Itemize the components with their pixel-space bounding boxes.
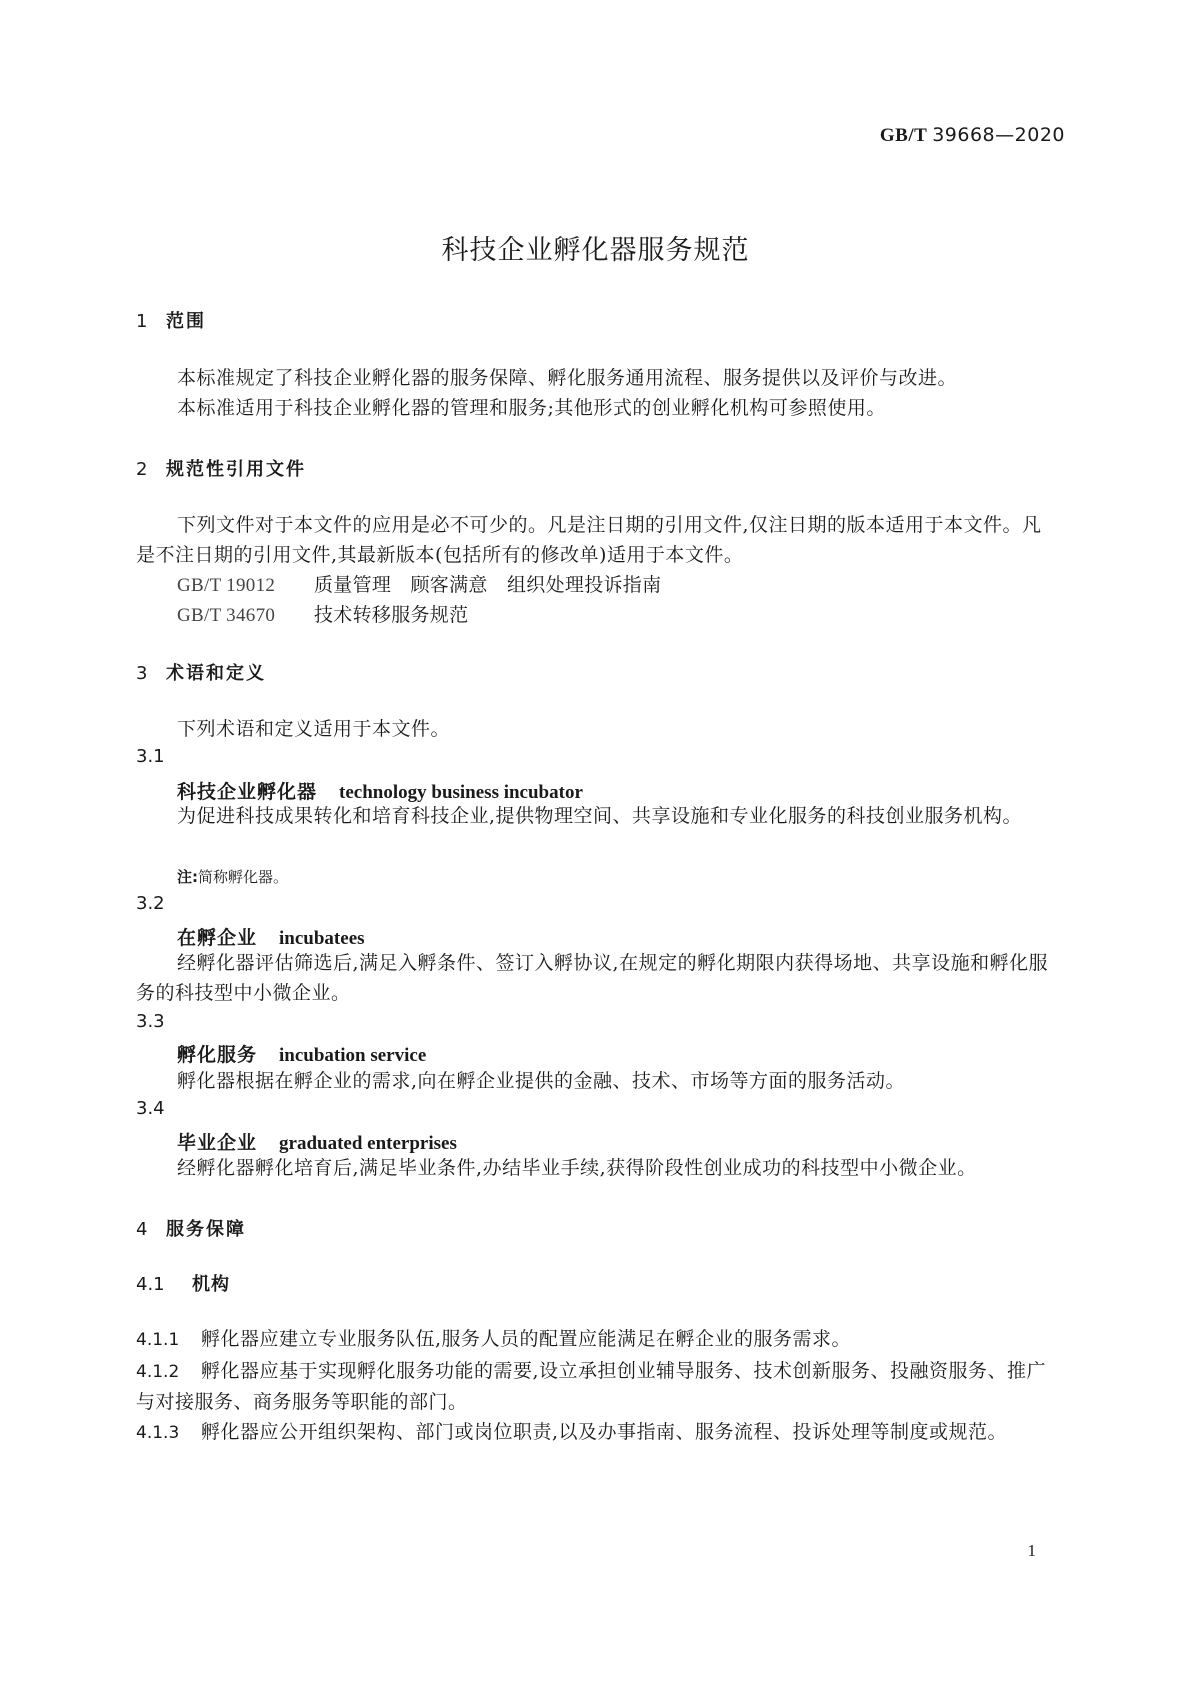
- term-definition: 孵化器根据在孵企业的需求,向在孵企业提供的金融、技术、市场等方面的服务活动。: [177, 1070, 906, 1092]
- clause-number: 3.3: [136, 1011, 165, 1032]
- term-entry: [177, 923, 365, 950]
- item-number: 4.1.2: [136, 1362, 180, 1382]
- term-definition: 为促进科技成果转化和培育科技企业,提供物理空间、共享设施和专业化服务的科技创业服务机构。: [177, 805, 1023, 827]
- section-title: 范围: [166, 311, 206, 332]
- term-english: graduated enterprises: [279, 1133, 457, 1154]
- standard-code: 39668—2020: [932, 124, 1065, 146]
- section-number: 2: [136, 459, 148, 480]
- term-english: technology business incubator: [339, 782, 583, 803]
- term-definition: 经孵化器评估筛选后,满足入孵条件、签订入孵协议,在规定的孵化期限内获得场地、共享设施和孵化服务的科技型中小微企业。: [136, 952, 1049, 1004]
- subsection-title: 机构: [192, 1274, 230, 1295]
- clause-item: [136, 1356, 1060, 1417]
- clause-number: 3.2: [136, 893, 165, 914]
- section-4-heading: [136, 1215, 246, 1241]
- paragraph: 本标准适用于科技企业孵化器的管理和服务;其他形式的创业孵化机构可参照使用。: [177, 397, 886, 419]
- section-number: 1: [136, 311, 148, 332]
- section-2-heading: [136, 455, 306, 481]
- clause-item: [136, 1417, 1060, 1448]
- section-3-heading: [136, 659, 266, 685]
- note-text: 简称孵化器。: [198, 868, 289, 886]
- item-text: 孵化器应公开组织架构、部门或岗位职责,以及办事指南、服务流程、投诉处理等制度或规范。: [201, 1421, 1008, 1443]
- item-number: 4.1.3: [136, 1423, 180, 1443]
- item-text: 孵化器应建立专业服务队伍,服务人员的配置应能满足在孵企业的服务需求。: [201, 1328, 852, 1350]
- standard-prefix: GB/T: [879, 125, 927, 146]
- normative-reference: [177, 570, 661, 597]
- standard-number: [880, 124, 1065, 147]
- term-definition: 经孵化器孵化培育后,满足毕业条件,办结毕业手续,获得阶段性创业成功的科技型中小微企业。: [177, 1157, 977, 1179]
- term-entry: [177, 1040, 426, 1067]
- document-title: 科技企业孵化器服务规范: [441, 235, 750, 266]
- page-number: 1: [1027, 1541, 1036, 1560]
- section-1-heading: [136, 307, 206, 333]
- item-text: 孵化器应基于实现孵化服务功能的需要,设立承担创业辅导服务、技术创新服务、投融资服务、推广与对接服务、商务服务等职能的部门。: [136, 1360, 1047, 1413]
- normative-reference: [177, 600, 468, 627]
- term-chinese: 在孵企业: [177, 927, 258, 949]
- term-english: incubatees: [279, 928, 365, 949]
- section-number: 3: [136, 663, 148, 684]
- term-chinese: 孵化服务: [177, 1044, 258, 1066]
- subsection-number: 4.1: [136, 1274, 165, 1295]
- paragraph: 下列文件对于本文件的应用是必不可少的。凡是注日期的引用文件,仅注日期的版本适用于本文件。凡是不注日期的引用文件,其最新版本(包括所有的修改单)适用于本文件。: [136, 514, 1042, 566]
- reference-code: GB/T 19012: [177, 575, 276, 596]
- section-number: 4: [136, 1219, 148, 1240]
- clause-item: [136, 1324, 1060, 1355]
- term-chinese: 毕业企业: [177, 1132, 258, 1154]
- term-chinese: 科技企业孵化器: [177, 781, 318, 803]
- subsection-4-1-heading: [136, 1270, 230, 1296]
- paragraph: 下列术语和定义适用于本文件。: [177, 718, 451, 740]
- item-number: 4.1.1: [136, 1330, 180, 1350]
- reference-code: GB/T 34670: [177, 605, 276, 626]
- section-title: 术语和定义: [166, 663, 266, 684]
- reference-title: 技术转移服务规范: [314, 604, 469, 626]
- reference-title: 质量管理 顾客满意 组织处理投诉指南: [314, 574, 662, 596]
- paragraph: 本标准规定了科技企业孵化器的服务保障、孵化服务通用流程、服务提供以及评价与改进。: [177, 367, 958, 389]
- section-title: 服务保障: [166, 1219, 246, 1240]
- clause-number: 3.1: [136, 746, 165, 767]
- section-title: 规范性引用文件: [166, 459, 306, 480]
- clause-number: 3.4: [136, 1098, 165, 1119]
- term-english: incubation service: [279, 1045, 427, 1066]
- term-entry: [177, 777, 583, 804]
- note-label: 注:: [177, 868, 198, 886]
- note: [177, 866, 288, 887]
- term-entry: [177, 1128, 457, 1155]
